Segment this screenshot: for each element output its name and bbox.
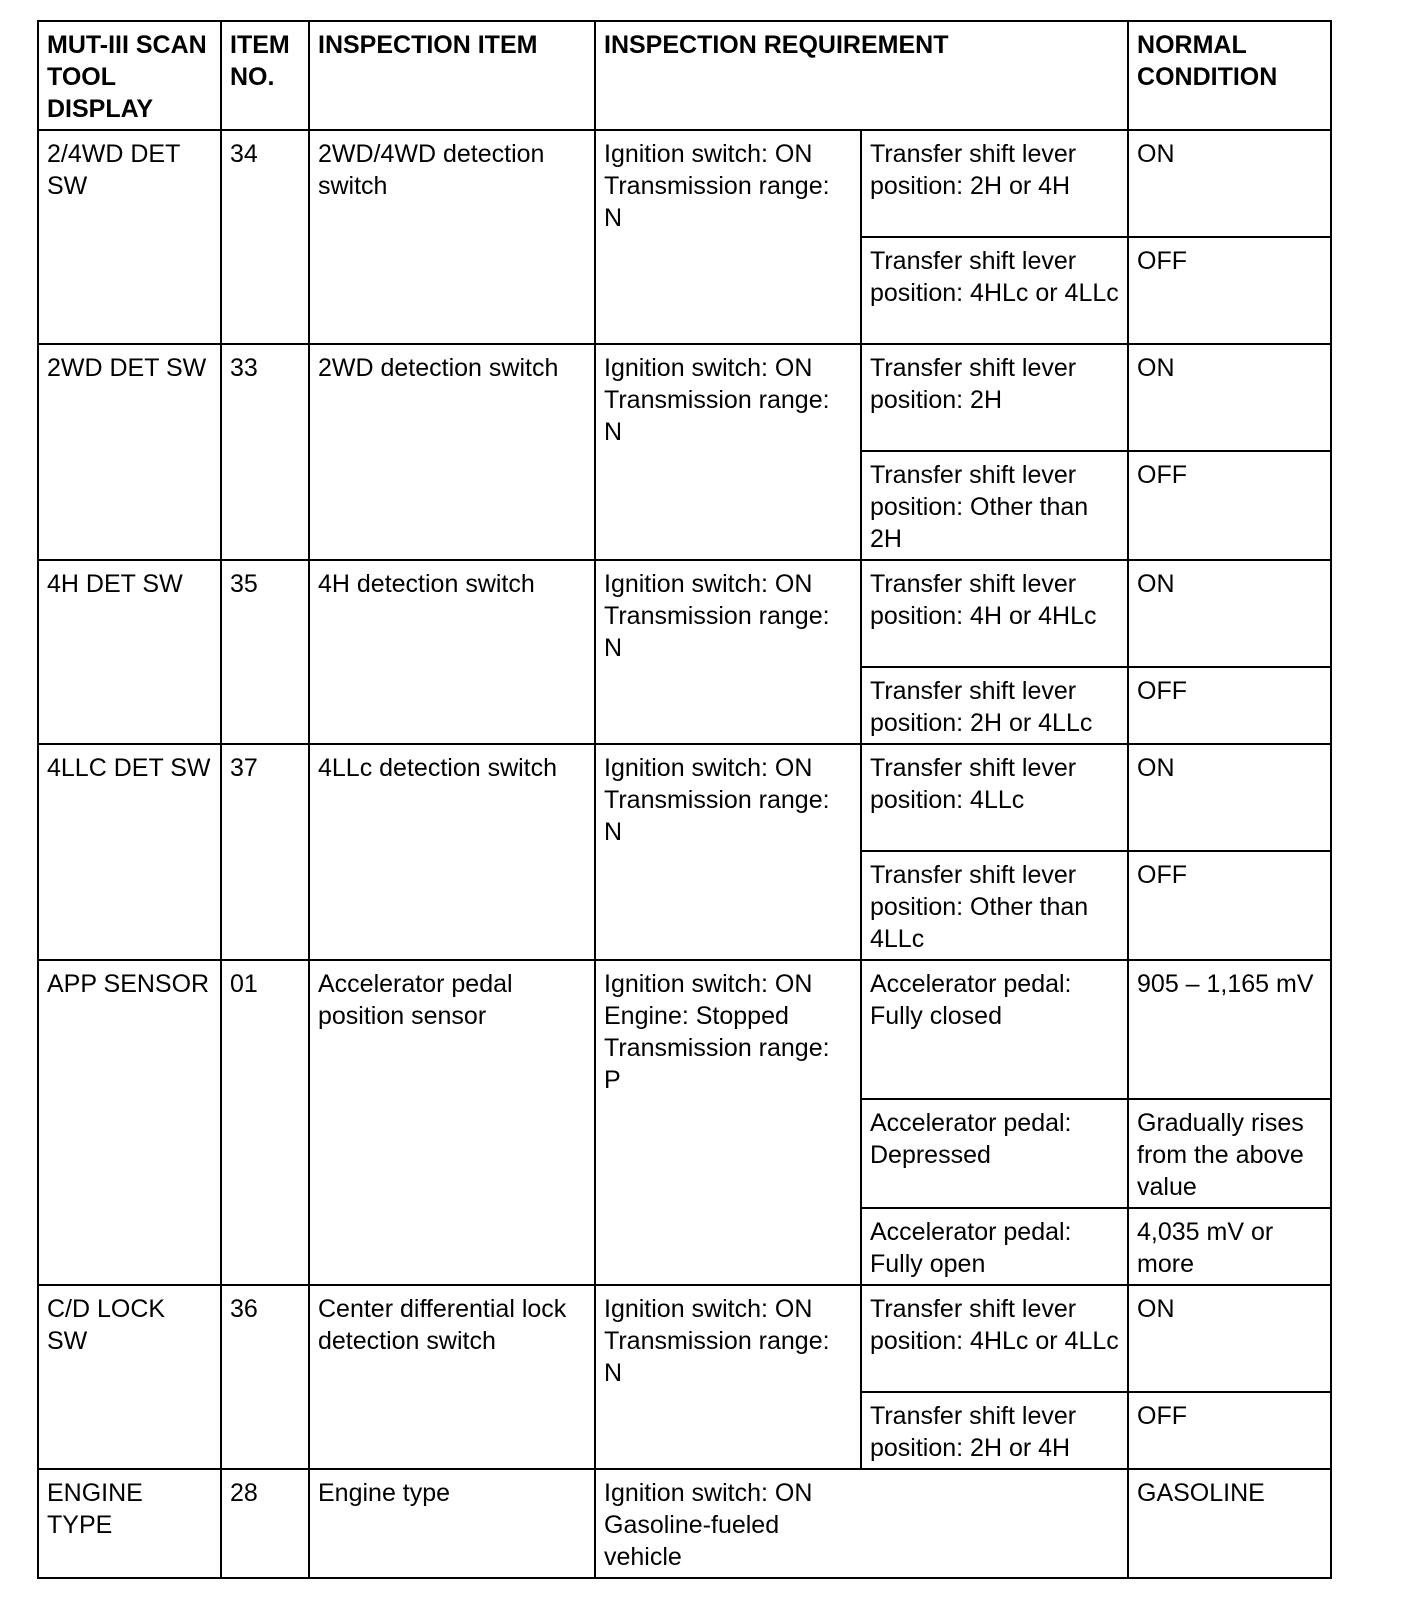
normal-cell: OFF (1128, 667, 1331, 744)
inspection-item-cell: Engine type (309, 1469, 595, 1578)
condition-cell: Ignition switch: ON Engine: Stopped Transmission range: P (595, 960, 861, 1285)
inspection-table (37, 20, 1332, 1579)
header-inspection-item: INSPECTION ITEM (309, 21, 595, 130)
table-row (38, 744, 1331, 851)
header-item-no: ITEM NO. (221, 21, 309, 130)
item-no-cell: 33 (221, 344, 309, 560)
normal-cell: Gradually rises from the above value (1128, 1099, 1331, 1208)
inspection-item-cell: Accelerator pedal position sensor (309, 960, 595, 1285)
item-no-cell: 01 (221, 960, 309, 1285)
requirement-cell: Accelerator pedal: Depressed (861, 1099, 1128, 1208)
requirement-cell: Transfer shift lever position: 2H or 4H (861, 130, 1128, 237)
item-no-cell: 36 (221, 1285, 309, 1469)
inspection-item-cell: Center differential lock detection switch (309, 1285, 595, 1469)
normal-cell: ON (1128, 560, 1331, 667)
normal-cell: ON (1128, 1285, 1331, 1392)
requirement-cell: Transfer shift lever position: 4LLc (861, 744, 1128, 851)
header-inspection-requirement: INSPECTION REQUIREMENT (595, 21, 1128, 130)
requirement-cell: Transfer shift lever position: 4HLc or 4LLc (861, 1285, 1128, 1392)
item-no-cell: 28 (221, 1469, 309, 1578)
display-cell: C/D LOCK SW (38, 1285, 221, 1469)
requirement-cell: Transfer shift lever position: 4H or 4HLc (861, 560, 1128, 667)
header-display: MUT-III SCAN TOOL DISPLAY (38, 21, 221, 130)
condition-cell: Ignition switch: ON Transmission range: N (595, 130, 861, 344)
table-row (38, 560, 1331, 667)
normal-cell: OFF (1128, 1392, 1331, 1469)
display-cell: 2WD DET SW (38, 344, 221, 560)
requirement-cell: Transfer shift lever position: 2H or 4H (861, 1392, 1128, 1469)
normal-cell: ON (1128, 130, 1331, 237)
normal-cell: OFF (1128, 237, 1331, 344)
requirement-cell: Accelerator pedal: Fully open (861, 1208, 1128, 1285)
normal-cell: ON (1128, 344, 1331, 451)
requirement-cell: Transfer shift lever position: Other than 4LLc (861, 851, 1128, 960)
item-no-cell: 34 (221, 130, 309, 344)
table-row (38, 1285, 1331, 1392)
display-cell: ENGINE TYPE (38, 1469, 221, 1578)
normal-cell: GASOLINE (1128, 1469, 1331, 1578)
normal-cell: OFF (1128, 851, 1331, 960)
display-cell: 4H DET SW (38, 560, 221, 744)
table-row (38, 130, 1331, 237)
requirement-cell: Transfer shift lever position: 2H (861, 344, 1128, 451)
requirement-cell: Transfer shift lever position: Other than 2H (861, 451, 1128, 560)
requirement-cell: Transfer shift lever position: 4HLc or 4LLc (861, 237, 1128, 344)
normal-cell: ON (1128, 744, 1331, 851)
header-row (38, 21, 1331, 130)
display-cell: APP SENSOR (38, 960, 221, 1285)
display-cell: 4LLC DET SW (38, 744, 221, 960)
condition-cell: Ignition switch: ON Transmission range: N (595, 744, 861, 960)
item-no-cell: 37 (221, 744, 309, 960)
condition-cell: Ignition switch: ON Transmission range: N (595, 560, 861, 744)
requirement-cell: Accelerator pedal: Fully closed (861, 960, 1128, 1099)
table-row (38, 1469, 1331, 1578)
inspection-item-cell: 4LLc detection switch (309, 744, 595, 960)
display-cell: 2/4WD DET SW (38, 130, 221, 344)
requirement-cell: Transfer shift lever position: 2H or 4LLc (861, 667, 1128, 744)
condition-cell (595, 1469, 1128, 1578)
condition-text: Ignition switch: ON Gasoline-fueled vehicle (604, 1479, 813, 1571)
inspection-item-cell: 2WD detection switch (309, 344, 595, 560)
table-row (38, 960, 1331, 1099)
inspection-item-cell: 2WD/4WD detection switch (309, 130, 595, 344)
item-no-cell: 35 (221, 560, 309, 744)
inspection-item-cell: 4H detection switch (309, 560, 595, 744)
condition-cell: Ignition switch: ON Transmission range: N (595, 1285, 861, 1469)
condition-cell: Ignition switch: ON Transmission range: N (595, 344, 861, 560)
normal-cell: 905 – 1,165 mV (1128, 960, 1331, 1099)
table-row (38, 344, 1331, 451)
normal-cell: OFF (1128, 451, 1331, 560)
header-normal-condition: NORMAL CONDITION (1128, 21, 1331, 130)
normal-cell: 4,035 mV or more (1128, 1208, 1331, 1285)
